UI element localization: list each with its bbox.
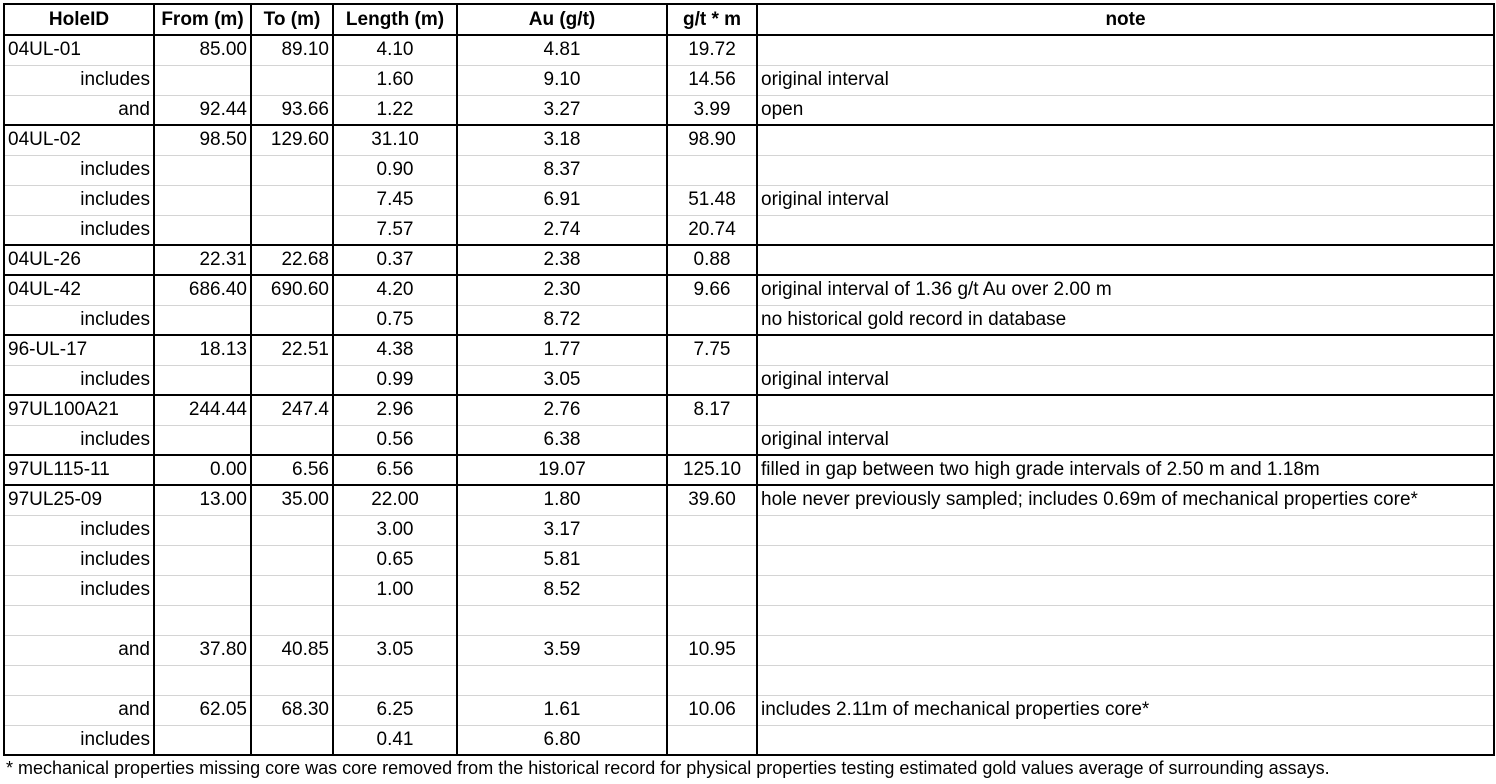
cell-holeid: includes bbox=[4, 725, 154, 755]
cell-length: 1.60 bbox=[333, 65, 457, 95]
cell-holeid: and bbox=[4, 695, 154, 725]
cell-length: 0.99 bbox=[333, 365, 457, 395]
table-row bbox=[4, 125, 1494, 155]
cell-to bbox=[251, 155, 333, 185]
cell-to bbox=[251, 305, 333, 335]
table-row bbox=[4, 35, 1494, 65]
cell-note bbox=[757, 575, 1494, 605]
cell-length: 0.65 bbox=[333, 545, 457, 575]
cell-to: 22.68 bbox=[251, 245, 333, 275]
cell-to bbox=[251, 665, 333, 695]
cell-holeid: 04UL-42 bbox=[4, 275, 154, 305]
cell-holeid: and bbox=[4, 95, 154, 125]
cell-note bbox=[757, 725, 1494, 755]
cell-au: 3.17 bbox=[457, 515, 667, 545]
cell-note: original interval bbox=[757, 425, 1494, 455]
cell-note: hole never previously sampled; includes 0.69m of mechanical properties core* bbox=[757, 485, 1494, 515]
cell-length: 0.90 bbox=[333, 155, 457, 185]
cell-from: 686.40 bbox=[154, 275, 251, 305]
table-row bbox=[4, 275, 1494, 305]
cell-from: 92.44 bbox=[154, 95, 251, 125]
cell-to bbox=[251, 185, 333, 215]
cell-note: original interval bbox=[757, 185, 1494, 215]
cell-note: includes 2.11m of mechanical properties core* bbox=[757, 695, 1494, 725]
header-to: To (m) bbox=[251, 4, 333, 35]
cell-to bbox=[251, 425, 333, 455]
table-row bbox=[4, 515, 1494, 545]
cell-length: 7.45 bbox=[333, 185, 457, 215]
cell-holeid: includes bbox=[4, 155, 154, 185]
cell-gtm: 98.90 bbox=[667, 125, 757, 155]
cell-to bbox=[251, 605, 333, 635]
cell-gtm bbox=[667, 665, 757, 695]
cell-to: 93.66 bbox=[251, 95, 333, 125]
cell-from: 244.44 bbox=[154, 395, 251, 425]
cell-length: 2.96 bbox=[333, 395, 457, 425]
table-row bbox=[4, 455, 1494, 485]
cell-to: 40.85 bbox=[251, 635, 333, 665]
cell-length bbox=[333, 665, 457, 695]
cell-holeid: includes bbox=[4, 185, 154, 215]
cell-from: 62.05 bbox=[154, 695, 251, 725]
cell-from: 98.50 bbox=[154, 125, 251, 155]
cell-note bbox=[757, 545, 1494, 575]
cell-holeid: 97UL115-11 bbox=[4, 455, 154, 485]
cell-length bbox=[333, 605, 457, 635]
cell-length: 31.10 bbox=[333, 125, 457, 155]
cell-au bbox=[457, 665, 667, 695]
cell-to bbox=[251, 215, 333, 245]
cell-note: original interval bbox=[757, 65, 1494, 95]
cell-au: 19.07 bbox=[457, 455, 667, 485]
cell-au: 3.59 bbox=[457, 635, 667, 665]
table-row bbox=[4, 215, 1494, 245]
cell-from: 18.13 bbox=[154, 335, 251, 365]
cell-note bbox=[757, 635, 1494, 665]
table-row bbox=[4, 335, 1494, 365]
table-row bbox=[4, 155, 1494, 185]
cell-note bbox=[757, 155, 1494, 185]
cell-from bbox=[154, 65, 251, 95]
cell-gtm: 51.48 bbox=[667, 185, 757, 215]
cell-from bbox=[154, 605, 251, 635]
cell-note bbox=[757, 515, 1494, 545]
assay-table bbox=[3, 3, 1495, 756]
cell-note bbox=[757, 605, 1494, 635]
cell-from: 0.00 bbox=[154, 455, 251, 485]
table-row bbox=[4, 425, 1494, 455]
cell-holeid: 04UL-26 bbox=[4, 245, 154, 275]
cell-au: 8.37 bbox=[457, 155, 667, 185]
cell-holeid: includes bbox=[4, 215, 154, 245]
cell-gtm: 0.88 bbox=[667, 245, 757, 275]
cell-holeid: includes bbox=[4, 365, 154, 395]
cell-holeid: includes bbox=[4, 305, 154, 335]
cell-holeid: and bbox=[4, 635, 154, 665]
cell-au: 4.81 bbox=[457, 35, 667, 65]
cell-from: 22.31 bbox=[154, 245, 251, 275]
cell-length: 6.56 bbox=[333, 455, 457, 485]
table-row bbox=[4, 605, 1494, 635]
cell-from: 37.80 bbox=[154, 635, 251, 665]
cell-gtm bbox=[667, 725, 757, 755]
cell-au bbox=[457, 605, 667, 635]
cell-au: 2.74 bbox=[457, 215, 667, 245]
cell-to: 129.60 bbox=[251, 125, 333, 155]
cell-au: 8.52 bbox=[457, 575, 667, 605]
cell-au: 1.77 bbox=[457, 335, 667, 365]
cell-to bbox=[251, 65, 333, 95]
cell-au: 2.38 bbox=[457, 245, 667, 275]
table-row bbox=[4, 245, 1494, 275]
cell-to bbox=[251, 365, 333, 395]
cell-gtm bbox=[667, 305, 757, 335]
table-row bbox=[4, 485, 1494, 515]
cell-to: 247.4 bbox=[251, 395, 333, 425]
cell-length: 7.57 bbox=[333, 215, 457, 245]
cell-note bbox=[757, 215, 1494, 245]
header-length: Length (m) bbox=[333, 4, 457, 35]
table-row bbox=[4, 65, 1494, 95]
cell-length: 1.22 bbox=[333, 95, 457, 125]
header-gtm: g/t * m bbox=[667, 4, 757, 35]
cell-gtm bbox=[667, 425, 757, 455]
header-au: Au (g/t) bbox=[457, 4, 667, 35]
cell-holeid: 04UL-02 bbox=[4, 125, 154, 155]
table-row bbox=[4, 695, 1494, 725]
cell-au: 8.72 bbox=[457, 305, 667, 335]
table-row bbox=[4, 305, 1494, 335]
footnote: * mechanical properties missing core was core removed from the historical record for physical properties testing estimated gold values average of surrounding assays. bbox=[6, 758, 1330, 778]
cell-gtm bbox=[667, 575, 757, 605]
table-row bbox=[4, 185, 1494, 215]
cell-gtm: 3.99 bbox=[667, 95, 757, 125]
cell-au: 2.76 bbox=[457, 395, 667, 425]
cell-from bbox=[154, 155, 251, 185]
cell-to: 22.51 bbox=[251, 335, 333, 365]
cell-au: 3.05 bbox=[457, 365, 667, 395]
cell-note: no historical gold record in database bbox=[757, 305, 1494, 335]
cell-note bbox=[757, 335, 1494, 365]
table-row bbox=[4, 395, 1494, 425]
cell-holeid: includes bbox=[4, 545, 154, 575]
table-row bbox=[4, 725, 1494, 755]
header-row bbox=[4, 4, 1494, 35]
cell-gtm bbox=[667, 155, 757, 185]
cell-from bbox=[154, 185, 251, 215]
table-row bbox=[4, 575, 1494, 605]
header-holeid: HoleID bbox=[4, 4, 154, 35]
cell-au: 2.30 bbox=[457, 275, 667, 305]
cell-holeid: 96-UL-17 bbox=[4, 335, 154, 365]
cell-holeid bbox=[4, 665, 154, 695]
cell-note bbox=[757, 125, 1494, 155]
cell-from: 13.00 bbox=[154, 485, 251, 515]
cell-gtm: 125.10 bbox=[667, 455, 757, 485]
cell-from bbox=[154, 575, 251, 605]
cell-holeid bbox=[4, 605, 154, 635]
cell-gtm bbox=[667, 605, 757, 635]
table-row bbox=[4, 95, 1494, 125]
cell-holeid: includes bbox=[4, 65, 154, 95]
cell-holeid: includes bbox=[4, 425, 154, 455]
cell-au: 3.18 bbox=[457, 125, 667, 155]
cell-to bbox=[251, 545, 333, 575]
cell-length: 0.37 bbox=[333, 245, 457, 275]
cell-gtm bbox=[667, 365, 757, 395]
cell-from bbox=[154, 725, 251, 755]
cell-length: 4.38 bbox=[333, 335, 457, 365]
cell-length: 22.00 bbox=[333, 485, 457, 515]
cell-length: 0.56 bbox=[333, 425, 457, 455]
cell-note bbox=[757, 245, 1494, 275]
cell-from bbox=[154, 545, 251, 575]
table-row bbox=[4, 635, 1494, 665]
cell-gtm: 10.95 bbox=[667, 635, 757, 665]
cell-to bbox=[251, 725, 333, 755]
cell-gtm: 7.75 bbox=[667, 335, 757, 365]
cell-note: filled in gap between two high grade intervals of 2.50 m and 1.18m bbox=[757, 455, 1494, 485]
cell-note bbox=[757, 665, 1494, 695]
cell-au: 6.91 bbox=[457, 185, 667, 215]
cell-au: 1.61 bbox=[457, 695, 667, 725]
cell-gtm: 10.06 bbox=[667, 695, 757, 725]
cell-gtm: 14.56 bbox=[667, 65, 757, 95]
table-body bbox=[4, 35, 1494, 755]
cell-gtm: 39.60 bbox=[667, 485, 757, 515]
cell-au: 6.80 bbox=[457, 725, 667, 755]
cell-au: 3.27 bbox=[457, 95, 667, 125]
cell-length: 6.25 bbox=[333, 695, 457, 725]
cell-gtm: 19.72 bbox=[667, 35, 757, 65]
cell-gtm bbox=[667, 545, 757, 575]
cell-from bbox=[154, 365, 251, 395]
cell-holeid: includes bbox=[4, 515, 154, 545]
cell-from bbox=[154, 515, 251, 545]
cell-to: 35.00 bbox=[251, 485, 333, 515]
cell-gtm: 8.17 bbox=[667, 395, 757, 425]
cell-from bbox=[154, 305, 251, 335]
cell-to bbox=[251, 575, 333, 605]
cell-length: 4.20 bbox=[333, 275, 457, 305]
cell-holeid: includes bbox=[4, 575, 154, 605]
cell-au: 6.38 bbox=[457, 425, 667, 455]
cell-holeid: 97UL100A21 bbox=[4, 395, 154, 425]
cell-length: 0.75 bbox=[333, 305, 457, 335]
cell-to: 690.60 bbox=[251, 275, 333, 305]
cell-au: 9.10 bbox=[457, 65, 667, 95]
table-row bbox=[4, 545, 1494, 575]
cell-gtm: 20.74 bbox=[667, 215, 757, 245]
cell-length: 3.05 bbox=[333, 635, 457, 665]
cell-gtm: 9.66 bbox=[667, 275, 757, 305]
cell-note: original interval of 1.36 g/t Au over 2.00 m bbox=[757, 275, 1494, 305]
cell-length: 1.00 bbox=[333, 575, 457, 605]
cell-from bbox=[154, 665, 251, 695]
cell-holeid: 97UL25-09 bbox=[4, 485, 154, 515]
cell-au: 1.80 bbox=[457, 485, 667, 515]
cell-length: 4.10 bbox=[333, 35, 457, 65]
cell-to: 68.30 bbox=[251, 695, 333, 725]
cell-note: original interval bbox=[757, 365, 1494, 395]
header-from: From (m) bbox=[154, 4, 251, 35]
cell-length: 0.41 bbox=[333, 725, 457, 755]
cell-to bbox=[251, 515, 333, 545]
cell-to: 89.10 bbox=[251, 35, 333, 65]
cell-note bbox=[757, 35, 1494, 65]
table-row bbox=[4, 365, 1494, 395]
cell-note: open bbox=[757, 95, 1494, 125]
cell-from: 85.00 bbox=[154, 35, 251, 65]
cell-to: 6.56 bbox=[251, 455, 333, 485]
cell-length: 3.00 bbox=[333, 515, 457, 545]
cell-from bbox=[154, 425, 251, 455]
cell-gtm bbox=[667, 515, 757, 545]
header-note: note bbox=[757, 4, 1494, 35]
cell-holeid: 04UL-01 bbox=[4, 35, 154, 65]
cell-au: 5.81 bbox=[457, 545, 667, 575]
cell-from bbox=[154, 215, 251, 245]
table-row bbox=[4, 665, 1494, 695]
cell-note bbox=[757, 395, 1494, 425]
